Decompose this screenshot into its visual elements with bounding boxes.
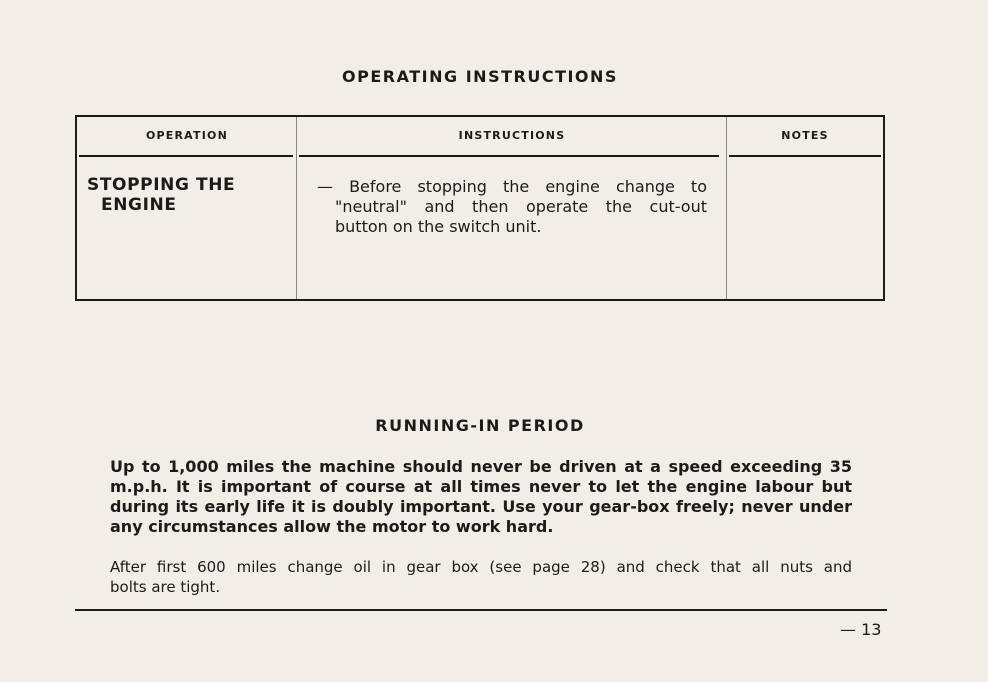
header-rule-notes bbox=[729, 155, 881, 157]
section-heading: RUNNING-IN PERIOD bbox=[375, 416, 585, 435]
header-notes: NOTES bbox=[781, 129, 829, 142]
footer-rule bbox=[75, 609, 887, 611]
header-rule-instructions bbox=[299, 155, 719, 157]
instruction-line: button on the switch unit. bbox=[335, 217, 542, 236]
paragraph-line: any circumstances allow the motor to work hard. bbox=[110, 517, 554, 536]
paragraph-line: bolts are tight. bbox=[110, 578, 221, 596]
operation-table bbox=[75, 115, 885, 301]
paragraph-line: m.p.h. It is important of course at all times never to let the engine labour but bbox=[110, 477, 852, 496]
paragraph-line: After first 600 miles change oil in gear box (see page 28) and check that all nuts and bbox=[110, 558, 852, 576]
instruction-cell bbox=[317, 177, 707, 237]
page-title: OPERATING INSTRUCTIONS bbox=[342, 67, 618, 86]
operation-line: ENGINE bbox=[101, 195, 177, 215]
header-rule-operation bbox=[79, 155, 293, 157]
column-divider bbox=[296, 117, 297, 299]
operation-line: STOPPING THE bbox=[87, 175, 236, 195]
page-number: — 13 bbox=[840, 620, 882, 639]
running-in-paragraph bbox=[110, 457, 852, 537]
header-instructions: INSTRUCTIONS bbox=[458, 129, 566, 142]
column-divider bbox=[726, 117, 727, 299]
paragraph-line: during its early life it is doubly important. Use your gear-box freely; never under bbox=[110, 497, 852, 516]
paragraph-line: Up to 1,000 miles the machine should never be driven at a speed exceeding 35 bbox=[110, 457, 852, 476]
operation-cell bbox=[87, 175, 235, 215]
header-operation: OPERATION bbox=[145, 129, 228, 142]
maintenance-paragraph bbox=[110, 557, 852, 597]
instruction-line: "neutral" and then operate the cut-out bbox=[335, 197, 707, 216]
instruction-line: — Before stopping the engine change to bbox=[317, 177, 707, 196]
